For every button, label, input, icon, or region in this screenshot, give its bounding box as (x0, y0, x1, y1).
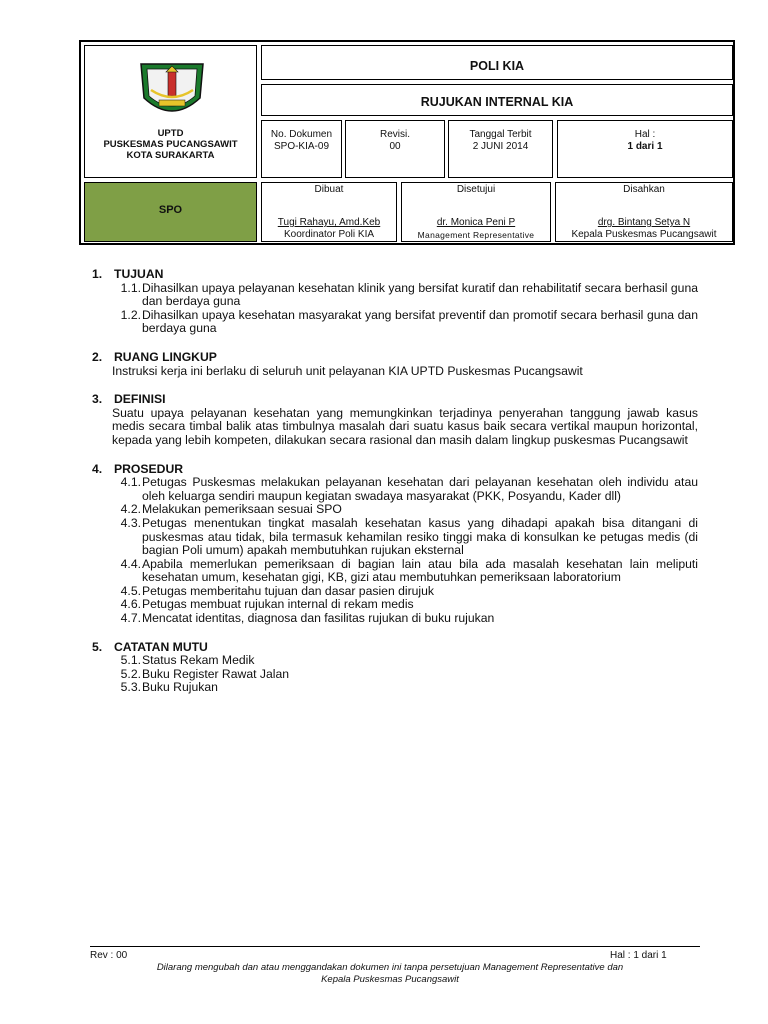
item-text: Mencatat identitas, diagnosa dan fasilitas rujukan di buku rujukan (142, 611, 495, 626)
list-item (92, 612, 698, 626)
made-by-role: Koordinator Poli KIA (283, 229, 375, 240)
section-title: CATATAN MUTU (114, 639, 208, 654)
section-catatan-mutu (92, 641, 698, 695)
item-text: Petugas Puskesmas melakukan pelayanan kesehatan dari pelayanan kesehatan oleh individu atau oleh keluarga sendiri maupun kegiatan swadaya masyarakat (PKK, Posyandu, Kader dll) (142, 475, 698, 503)
list-item (92, 503, 698, 517)
subtitle-cell (261, 84, 733, 116)
section-tujuan (92, 268, 698, 336)
document-header-table (79, 40, 735, 245)
item-number: 4.2. (120, 502, 141, 517)
page-value: 1 dari 1 (627, 141, 663, 152)
item-number: 1.2. (120, 307, 141, 322)
page-label: Hal : (634, 129, 656, 140)
doc-number-value: SPO-KIA-09 (273, 141, 330, 152)
revision-label: Revisi. (379, 129, 410, 140)
ratified-by-cell (555, 182, 733, 242)
item-text: Apabila memerlukan pemeriksaan di bagian lain atau bila ada masalah kesehatan lain meliputi kesehatan umum, kesehatan gigi, KB, gizi atau membutuhkan pemeriksaan laboratorium (142, 556, 698, 585)
approved-by-name: dr. Monica Peni P (436, 217, 516, 228)
item-text: Petugas menentukan tingkat masalah kesehatan kasus yang dihadapi apakah bisa ditangani di puskesmas atau tidak, bila termasuk kehamilan resiko tinggi maka di konsulkan ke petugas medis (di bagian Poli umum) apakah membutuhkan rujukan eksternal (142, 515, 698, 558)
item-number: 5.2. (120, 666, 141, 681)
made-by-label: Dibuat (314, 184, 344, 195)
page-cell (557, 120, 733, 178)
list-item (92, 309, 698, 336)
document-body (92, 268, 698, 710)
footer-revision: Rev : 00 (90, 950, 128, 961)
doc-number-cell (261, 120, 342, 178)
section-heading (92, 268, 698, 282)
item-text: Buku Rujukan (142, 680, 218, 695)
list-item (92, 681, 698, 695)
spo-label: SPO (158, 204, 183, 216)
issue-date-label: Tanggal Terbit (469, 129, 532, 140)
list-item (92, 517, 698, 558)
section-prosedur (92, 463, 698, 626)
spo-cell (84, 182, 257, 242)
item-number: 1.1. (120, 280, 141, 295)
footer-disclaimer (90, 962, 690, 986)
list-item (92, 585, 698, 599)
footer-disclaimer-line-2: Kepala Puskesmas Pucangsawit (321, 974, 459, 985)
item-text: Status Rekam Medik (142, 653, 255, 668)
section-number: 1. (92, 267, 103, 281)
title-cell (261, 45, 733, 80)
item-text: Petugas memberitahu tujuan dan dasar pasien dirujuk (142, 583, 435, 598)
list-item (92, 282, 698, 309)
section-heading (92, 351, 698, 365)
section-text: Suatu upaya pelayanan kesehatan yang memungkinkan terjadinya penyerahan tanggung jawab kasus medis secara timbal balik atas timbulnya masalah dari suatu kasus baik secara vertikal maupun horizontal, kepada yang lebih kompeten, dilakukan secara rasional dan masih dalam lingkup puskesmas Pucangsawit (112, 405, 698, 447)
list-item (92, 654, 698, 668)
org-line-1: UPTD (157, 128, 184, 139)
ratified-by-name: drg. Bintang Setya N (597, 217, 691, 228)
issue-date-value: 2 JUNI 2014 (472, 141, 529, 152)
section-number: 2. (92, 349, 103, 364)
approved-by-role: Management Representative (417, 230, 535, 240)
footer-divider (90, 946, 700, 947)
approved-by-label: Disetujui (456, 184, 496, 195)
org-line-2: PUSKESMAS PUCANGSAWIT (103, 139, 238, 150)
made-by-name: Tugi Rahayu, Amd.Keb (277, 217, 381, 228)
issue-date-cell (448, 120, 553, 178)
ratified-by-role: Kepala Puskesmas Pucangsawit (571, 229, 717, 240)
section-number: 3. (92, 392, 103, 407)
item-text: Dihasilkan upaya pelayanan kesehatan klinik yang bersifat kuratif dan rehabilitatif secara berhasil guna dan berdaya guna (142, 280, 698, 309)
list-item (92, 476, 698, 503)
document-subtitle: RUJUKAN INTERNAL KIA (420, 95, 574, 109)
revision-value: 00 (389, 141, 401, 152)
revision-cell (345, 120, 445, 178)
item-number: 4.6. (120, 597, 141, 612)
logo-cell (84, 45, 257, 178)
ratified-by-label: Disahkan (623, 184, 665, 195)
section-heading (92, 393, 698, 407)
section-title: DEFINISI (114, 392, 166, 407)
footer-disclaimer-line-1: Dilarang mengubah dan atau menggandakan dokumen ini tanpa persetujuan Management Representative dan (156, 962, 624, 973)
section-number: 5. (92, 639, 103, 654)
approved-by-cell (401, 182, 551, 242)
item-number: 4.7. (120, 611, 141, 626)
section-number: 4. (92, 461, 103, 476)
item-number: 4.1. (120, 475, 141, 490)
section-title: TUJUAN (114, 267, 164, 281)
section-heading (92, 641, 698, 655)
org-line-3: KOTA SURAKARTA (126, 150, 215, 161)
section-ruang-lingkup (92, 351, 698, 378)
item-number: 4.4. (120, 556, 141, 571)
made-by-cell (261, 182, 397, 242)
section-title: PROSEDUR (114, 461, 184, 476)
list-item (92, 598, 698, 612)
section-heading (92, 463, 698, 477)
item-text: Dihasilkan upaya kesehatan masyarakat yang bersifat preventif dan promotif secara berhasil guna dan berdaya guna (142, 307, 698, 336)
city-emblem-logo (137, 60, 207, 120)
doc-number-label: No. Dokumen (270, 129, 333, 140)
item-text: Petugas membuat rujukan internal di rekam medis (142, 597, 414, 612)
item-number: 5.1. (120, 653, 141, 668)
list-item (92, 668, 698, 682)
document-title: POLI KIA (469, 59, 525, 73)
section-definisi (92, 393, 698, 447)
item-number: 4.3. (120, 515, 141, 530)
footer-page: Hal : 1 dari 1 (610, 950, 667, 961)
item-text: Melakukan pemeriksaan sesuai SPO (142, 502, 342, 517)
list-item (92, 558, 698, 585)
item-number: 4.5. (120, 583, 141, 598)
item-text: Buku Register Rawat Jalan (142, 666, 289, 681)
item-number: 5.3. (120, 680, 141, 695)
section-text: Instruksi kerja ini berlaku di seluruh unit pelayanan KIA UPTD Puskesmas Pucangsawit (112, 363, 583, 378)
section-title: RUANG LINGKUP (114, 349, 217, 364)
